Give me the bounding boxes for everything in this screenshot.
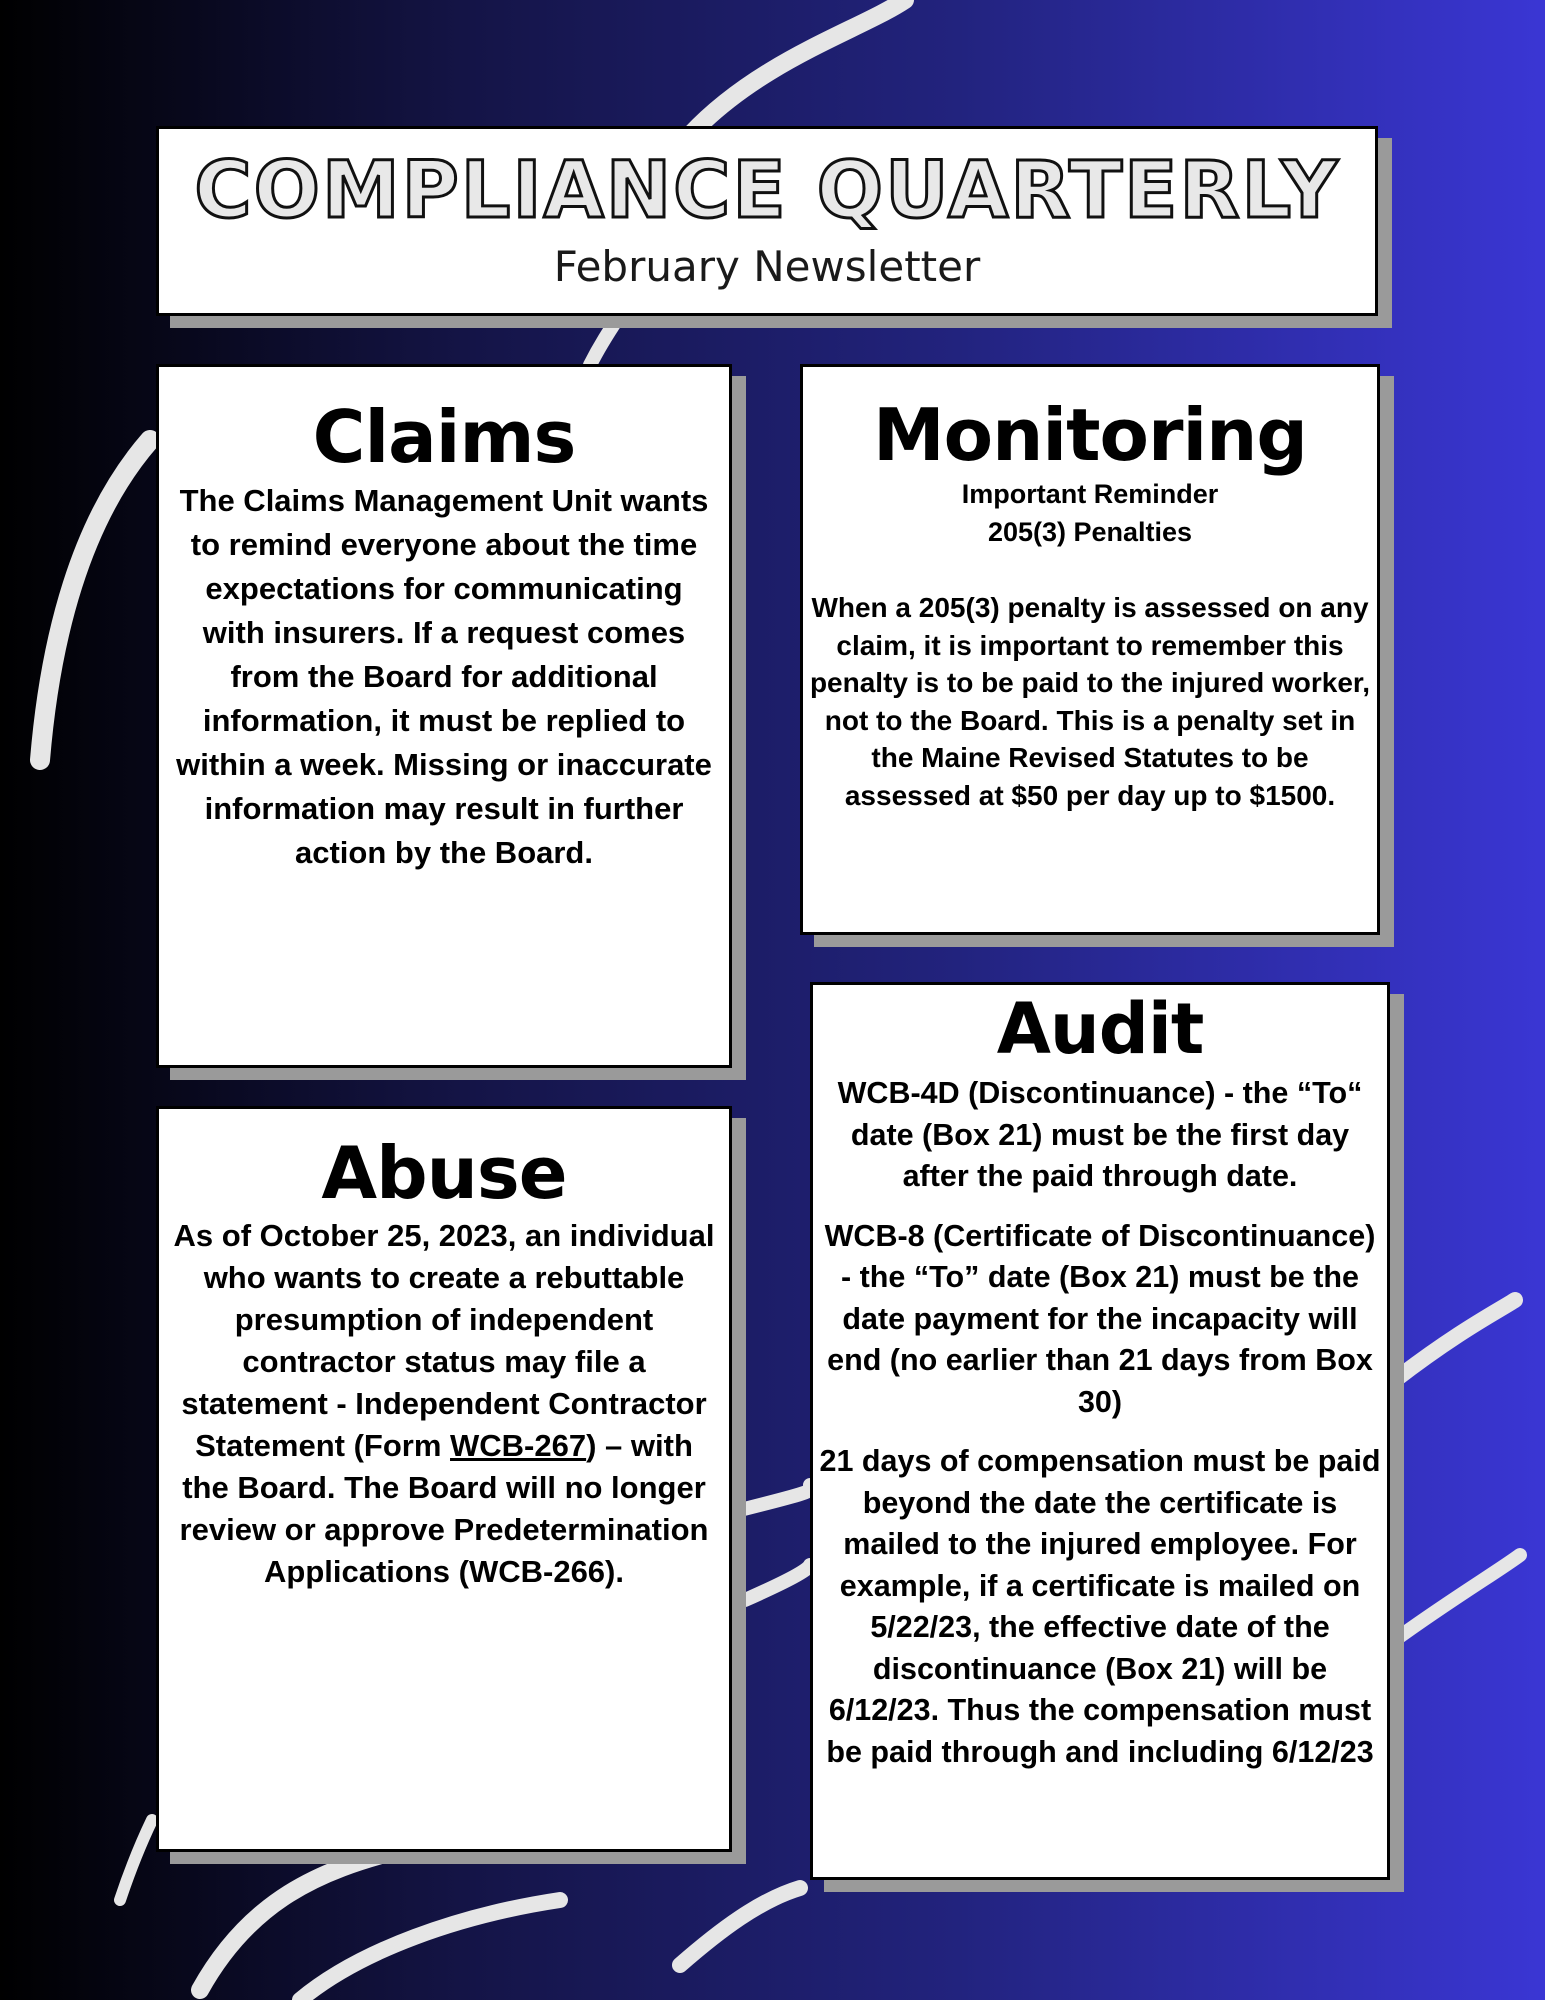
abuse-body: [159, 1215, 729, 1593]
swoosh-bottom-2: [300, 1900, 560, 2000]
abuse-heading: Abuse: [321, 1131, 567, 1215]
abuse-section: [156, 1106, 732, 1852]
swoosh-bottom-1: [200, 1850, 400, 1990]
audit-heading: Audit: [996, 988, 1204, 1070]
swoosh-left-lower: [120, 1820, 152, 1900]
monitoring-subheading-reminder: Important Reminder: [961, 479, 1219, 509]
audit-paragraph-wcb-4d: WCB-4D (Discontinuance) - the “To“ date (Box 21) must be the first day after the paid through date.: [837, 1076, 1363, 1193]
swoosh-right-2: [745, 1565, 810, 1600]
monitoring-subheading-penalties: 205(3) Penalties: [987, 517, 1193, 547]
swoosh-right-1: [740, 1485, 812, 1510]
claims-heading: Claims: [312, 395, 576, 479]
swoosh-left-arc: [40, 440, 150, 760]
monitoring-section: [800, 364, 1380, 935]
newsletter-title: COMPLIANCE QUARTERLY: [194, 146, 1340, 236]
wcb-267-link[interactable]: WCB-267: [450, 1428, 587, 1463]
newsletter-masthead: [156, 126, 1378, 316]
swoosh-right-4: [1395, 1555, 1520, 1640]
monitoring-body: When a 205(3) penalty is assessed on any claim, it is important to remember this penalty is to be paid to the injured worker, not to the Board. This is a penalty set in the Maine Revised Statutes to be assessed at $50 per day up to $1500.: [809, 592, 1371, 811]
swoosh-right-3: [1395, 1300, 1515, 1380]
audit-paragraph-compensation: 21 days of compensation must be paid beyond the date the certificate is mailed to the injured employee. For example, if a certificate is mailed on 5/22/23, the effective date of the discontinuance (Box 21) will be 6/12/23. Thus the compensation must be paid through and including 6/12/23: [819, 1444, 1381, 1769]
monitoring-heading: Monitoring: [873, 393, 1307, 477]
abuse-body-text-end: ) – with the Board. The Board will no longer review or approve Predetermination Applications (WCB-266).: [179, 1428, 709, 1589]
audit-paragraph-wcb-8: WCB-8 (Certificate of Discontinuance) - the “To” date (Box 21) must be the date payment for the incapacity will end (no earlier than 21 days from Box 30): [824, 1218, 1376, 1419]
swoosh-top: [690, 0, 905, 135]
swoosh-bottom-right: [680, 1888, 800, 1965]
claims-body: The Claims Management Unit wants to remind everyone about the time expectations for communicating with insurers. If a request comes from the Board for additional information, it must be replied to within a week. Missing or inaccurate information may result in further action by the Board.: [176, 483, 712, 870]
claims-section: [156, 364, 732, 1068]
audit-section: [810, 982, 1390, 1880]
swoosh-mid-upper: [590, 318, 618, 365]
newsletter-subtitle: February Newsletter: [553, 242, 981, 291]
abuse-body-text-start: As of October 25, 2023, an individual who wants to create a rebuttable presumption of independent contractor status may file a statement - Independent Contractor Statement (Form: [173, 1218, 715, 1463]
